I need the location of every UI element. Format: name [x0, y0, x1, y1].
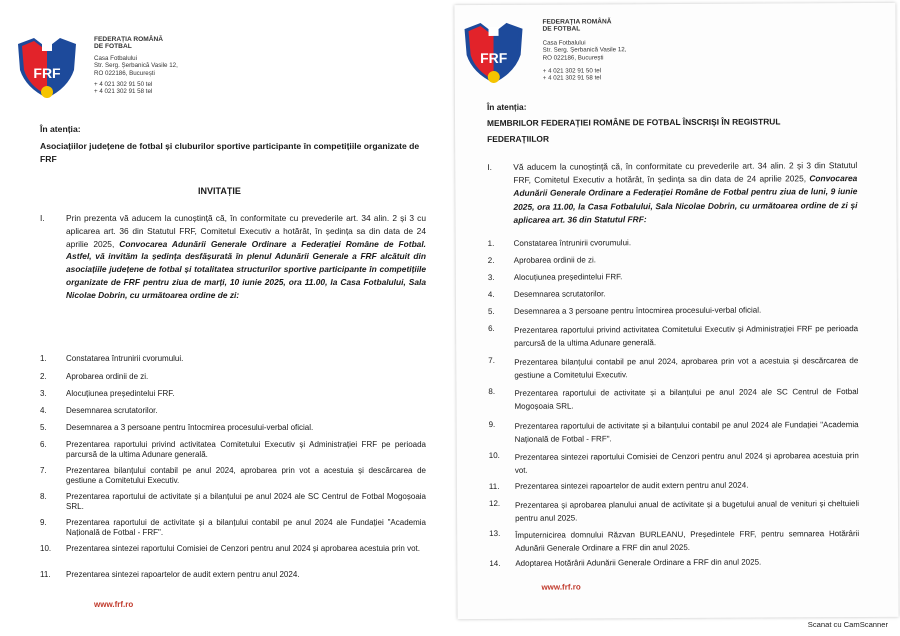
org-name-line1: FEDERAȚIA ROMÂNĂ [542, 18, 612, 26]
address-line2: Str. Serg. Șerbanică Vasile 12, [542, 46, 627, 54]
address-line2: Str. Serg. Șerbanică Vasile 12, [94, 62, 178, 70]
item-text: Constatarea întrunirii cvorumului. [66, 354, 184, 363]
logo-text: FRF [33, 65, 61, 81]
document-title: INVITAȚIE [198, 186, 241, 196]
item-text: Alocuțiunea președintelui FRF. [66, 389, 175, 398]
list-item [488, 418, 859, 444]
header-block [94, 36, 214, 96]
item-number: 5. [487, 306, 495, 316]
attention-label: În atenția: [486, 101, 527, 112]
item-text: Desemnarea scrutatorilor. [513, 289, 606, 299]
recipients-text: MEMBRILOR FEDERAȚIEI ROMÂNE DE FOTBAL ÎNSCRIȘI ÎN REGISTRUL FEDERAȚIILOR [486, 116, 781, 144]
item-number: 4. [40, 406, 47, 415]
item-text: Alocuțiunea președintelui FRF. [513, 272, 623, 282]
item-text: Prezentarea raportului de activitate și a bilanțului contabil pe anul 2024 ale Fundației "Academia Națională de Fotbal - FRF". [66, 518, 426, 537]
list-item [40, 440, 426, 460]
item-text: Prezentarea raportului de activitate și a bilanțului pe anul 2024 ale SC Centrul de Fotbal Mogoșoaia SRL. [514, 387, 859, 411]
roman-numeral: I. [40, 213, 45, 223]
list-item [488, 288, 858, 300]
item-text: Desemnarea a 3 persoane pentru întocmirea procesului-verbal oficial. [66, 423, 314, 432]
list-item [488, 449, 859, 475]
attention-label: În atenția: [40, 124, 81, 134]
item-text: Prezentarea sintezei rapoartelor de audit extern pentru anul 2024. [514, 480, 749, 491]
list-item [40, 518, 426, 538]
intro-part1: Vă aducem la cunoștință că, în conformitate cu prevederile art. 34 alin. 2 și 3 din Statutul FRF, Comitetul Executiv a hotărât, în ședința sa din data de 24 aprilie 2025, [513, 160, 858, 186]
item-text: Prezentarea raportului privind activitatea Comitetului Executiv și Administrației FRF pe perioada parcursă de la ultima Adunare generală. [514, 324, 859, 348]
item-text: Prezentarea raportului de activitate și a bilanțului contabil pe anul 2024 ale Fundației "Academia Națională de Fotbal - FRF". [514, 420, 859, 444]
website-link[interactable]: www.frf.ro [94, 600, 134, 609]
item-text: Prezentarea sintezei raportului Comisiei de Cenzori pentru anul 2024 și aprobarea acestuia prin vot. [66, 544, 420, 553]
item-number: 8. [40, 492, 47, 501]
intro-part2: Convocarea Adunării Generale Ordinare a Federației Române de Fotbal pentru ziua de luni, 9 iunie 2025, ora 11.00, la Casa Fotbalului, Sala Nicolae Dobrin, cu următoarea ordine de zi și aplicarea art. 36 din Statutul FRF: [513, 173, 858, 225]
list-item [488, 305, 858, 317]
logo-text: FRF [480, 49, 508, 67]
item-text: Prezentarea bilanțului contabil pe anul 2024, aprobarea prin vot a acestuia și descărcarea de gestiune a Comitetului Executiv. [66, 466, 426, 485]
phone-line1: + 4 021 302 91 50 tel [94, 81, 153, 89]
phone-line1: + 4 021 302 91 50 tel [542, 67, 602, 75]
item-number: 12. [488, 498, 501, 508]
recipients-text: Asociațiilor județene de fotbal și cluburilor sportive participante în competițiile organizate de FRF [40, 141, 420, 164]
agenda-list [487, 237, 860, 568]
list-item [489, 480, 859, 492]
list-item [40, 544, 426, 564]
right-document-page [454, 3, 898, 619]
address-line1: Casa Fotbalului [94, 54, 137, 62]
item-number: 10. [40, 544, 52, 553]
item-number: 7. [488, 355, 495, 365]
item-number: 14. [489, 558, 501, 568]
list-item [488, 322, 859, 348]
roman-numeral: I. [487, 161, 492, 172]
list-item [40, 372, 426, 382]
item-text: Prezentarea bilanțului contabil pe anul 2024, aprobarea prin vot a acestuia și descărcarea de gestiune a Comitetului Executiv. [514, 356, 859, 380]
item-number: 1. [487, 238, 495, 248]
item-number: 13. [489, 528, 501, 538]
header-block [542, 18, 662, 82]
list-item [40, 570, 426, 580]
item-text: Prezentarea raportului privind activitatea Comitetului Executiv și Administrației FRF pe perioada parcursă de la ultima Adunare generală. [66, 440, 426, 459]
list-item [40, 466, 426, 486]
item-number: 8. [488, 386, 496, 396]
item-text: Prezentarea și aprobarea planului anual de activitate și a bugetului anual de venituri și cheltuieli pentru anul 2025. [514, 499, 860, 523]
phone-line2: + 4 021 302 91 58 tel [94, 88, 153, 96]
list-item [40, 354, 426, 364]
intro-paragraph [513, 159, 857, 227]
item-number: 9. [488, 419, 496, 429]
list-item [488, 497, 860, 523]
phone-line2: + 4 021 302 91 58 tel [542, 74, 602, 83]
item-number: 3. [487, 272, 495, 282]
scanner-footer: Scanat cu CamScanner [807, 620, 888, 629]
org-name-line1: FEDERAȚIA ROMÂNĂ [94, 36, 163, 43]
list-item [488, 354, 859, 380]
address-line3: RO 022186, București [94, 69, 155, 77]
list-item [488, 271, 858, 283]
item-text: Împuternicirea domnului Răzvan BURLEANU, Președintele FRF, pentru semnarea Hotărârii Adunării Generale Ordinare a FRF din anul 2025. [515, 529, 860, 553]
org-name-line2: DE FOTBAL [542, 25, 581, 34]
list-item [40, 492, 426, 512]
list-item [488, 237, 858, 249]
org-name-line2: DE FOTBAL [94, 43, 132, 51]
intro-part1: Prin prezenta vă aducem la cunoștință că, în conformitate cu prevederile art. 34 alin. 2 și 3 cu aplicarea art. 36 din Statutul FRF, Comitetul Executiv a hotărât, în ședința sa din data de 24 aprilie 2025, [66, 213, 426, 249]
item-text: Prezentarea raportului de activitate și a bilanțului pe anul 2024 ale SC Centrul de Fotbal Mogoșoaia SRL. [66, 492, 426, 511]
item-number: 11. [40, 570, 51, 579]
list-item [489, 527, 860, 553]
item-text: Prezentarea sintezei raportului Comisiei de Cenzori pentru anul 2024 și aprobarea acestuia prin vot. [514, 451, 859, 475]
item-number: 5. [40, 423, 47, 432]
list-item [40, 389, 426, 399]
item-number: 1. [40, 354, 47, 363]
list-item [489, 557, 859, 569]
website-link[interactable]: www.frf.ro [541, 582, 581, 592]
intro-paragraph [66, 212, 426, 302]
item-number: 6. [488, 323, 495, 333]
item-number: 2. [487, 255, 495, 265]
item-text: Adoptarea Hotărârii Adunării Generale Ordinare a FRF din anul 2025. [515, 557, 762, 568]
item-number: 6. [40, 440, 47, 449]
item-number: 4. [487, 289, 495, 299]
item-text: Desemnarea a 3 persoane pentru întocmirea procesului-verbal oficial. [513, 305, 762, 316]
item-number: 2. [40, 372, 47, 381]
item-number: 9. [40, 518, 47, 527]
item-text: Aprobarea ordinii de zi. [513, 255, 597, 265]
item-text: Aprobarea ordinii de zi. [66, 372, 149, 381]
frf-logo [12, 34, 82, 102]
item-number: 7. [40, 466, 47, 475]
item-text: Constatarea întrunirii cvorumului. [513, 238, 632, 248]
intro-part3: pentru ziua de marți, 10 iunie 2025, ora 11.00, la Casa Fotbalului, Sala Nicolae Dobrin, cu următoarea ordine de zi: [66, 276, 427, 300]
item-text: Desemnarea scrutatorilor. [66, 406, 158, 415]
intro-part2: Convocarea Adunării Generale Ordinare a Federației Române de Fotbal. Astfel, vă invităm la ședința desfășurată în plenul Adunării Generale a FRF alcătuit din asociațiile județene de fotbal și totalitatea structurilor sportive participante în competițiile organizate de FRF [66, 238, 426, 287]
item-text: Prezentarea sintezei rapoartelor de audit extern pentru anul 2024. [66, 570, 300, 579]
item-number: 11. [488, 481, 500, 491]
address-line3: RO 022186, București [542, 54, 604, 62]
list-item [488, 385, 859, 411]
item-number: 10. [488, 450, 500, 460]
list-item [40, 423, 426, 433]
list-item [488, 254, 858, 266]
address-line1: Casa Fotbalului [542, 39, 586, 47]
list-item [40, 406, 426, 416]
frf-logo [458, 19, 528, 87]
item-number: 3. [40, 389, 47, 398]
